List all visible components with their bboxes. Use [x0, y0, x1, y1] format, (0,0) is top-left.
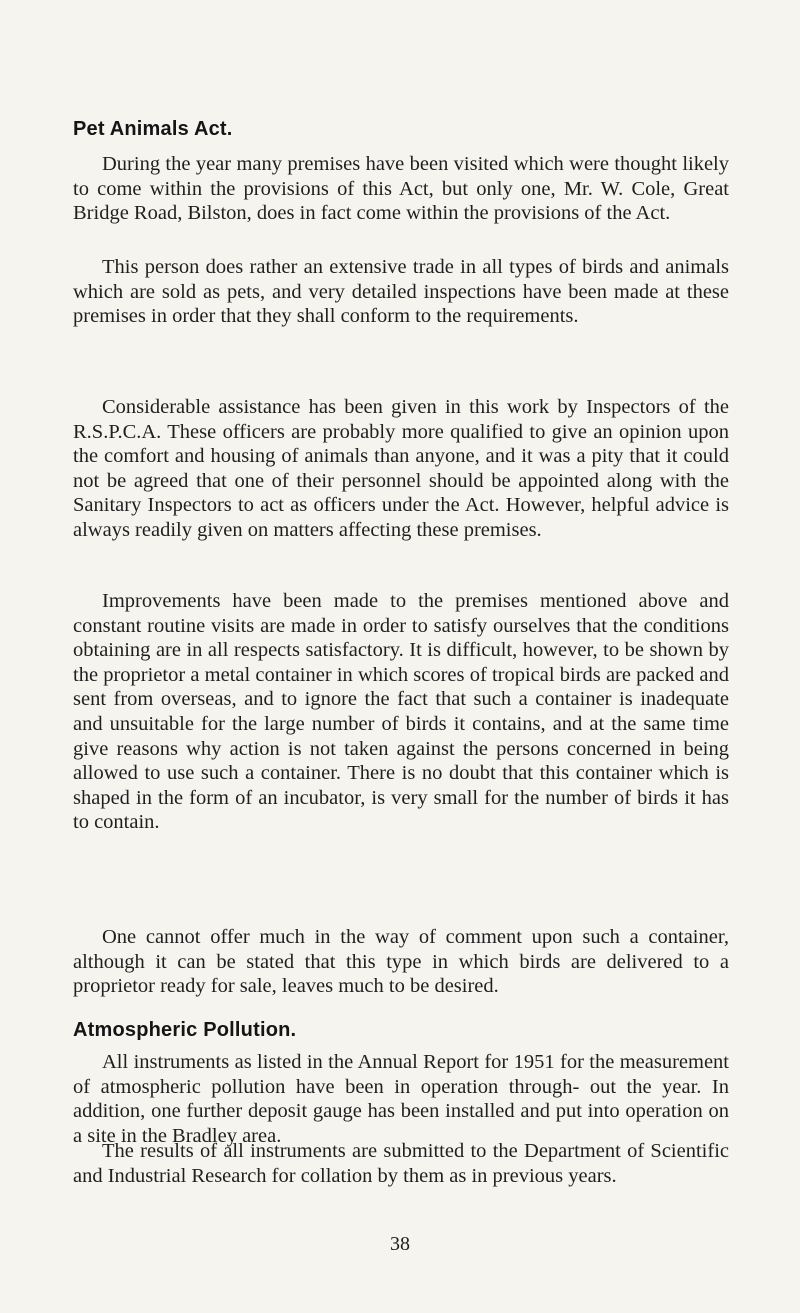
paragraph-results-submitted: The results of all instruments are submitted to the Department of Scientific and Industrial Research for collation by them as in previous years. — [73, 1140, 729, 1187]
page-number: 38 — [390, 1233, 410, 1255]
paragraph-improvements-container: Improvements have been made to the premises mentioned above and constant routine visits are made in order to satisfy ourselves that the conditions obtaining are in all respects satisfactory. It is difficult, however, to be shown by the proprietor a metal container in which scores of tropical birds are packed and sent from overseas, and to ignore the fact that such a container is inadequate and unsuitable for the large number of birds it contains, and at the same time give reasons why action is not taken against the persons concerned in being allowed to use such a container. There is no doubt that this container which is shaped in the form of an incubator, is very small for the number of birds it has to contain. — [73, 590, 729, 834]
paragraph-rspca-assistance: Considerable assistance has been given in this work by Inspectors of the R.S.P.C.A. These officers are probably more qualified to give an opinion upon the comfort and housing of animals than anyone, and it was a pity that it could not be agreed that one of their personnel should be appointed along with the Sanitary Inspectors to act as officers under the Act. However, helpful advice is always readily given on matters affecting these premises. — [73, 396, 729, 541]
paragraph-premises-visited: During the year many premises have been visited which were thought likely to come within the provisions of this Act, but only one, Mr. W. Cole, Great Bridge Road, Bilston, does in fact come within the provisions of the Act. — [73, 153, 729, 225]
paragraph-extensive-trade: This person does rather an extensive trade in all types of birds and animals which are sold as pets, and very detailed inspections have been made at these premises in order that they shall conform to the requirements. — [73, 256, 729, 328]
paragraph-instruments-operation: All instruments as listed in the Annual Report for 1951 for the measurement of atmospheric pollution have been in operation through- out the year. In addition, one further deposit gauge has been installed and put into operation on a site in the Bradley area. — [73, 1051, 729, 1147]
paragraph-comment-container: One cannot offer much in the way of comment upon such a container, although it can be stated that this type in which birds are delivered to a proprietor ready for sale, leaves much to be desired. — [73, 926, 729, 998]
section-heading-atmospheric-pollution: Atmospheric Pollution. — [73, 1019, 297, 1041]
section-heading-pet-animals-act: Pet Animals Act. — [73, 118, 233, 140]
